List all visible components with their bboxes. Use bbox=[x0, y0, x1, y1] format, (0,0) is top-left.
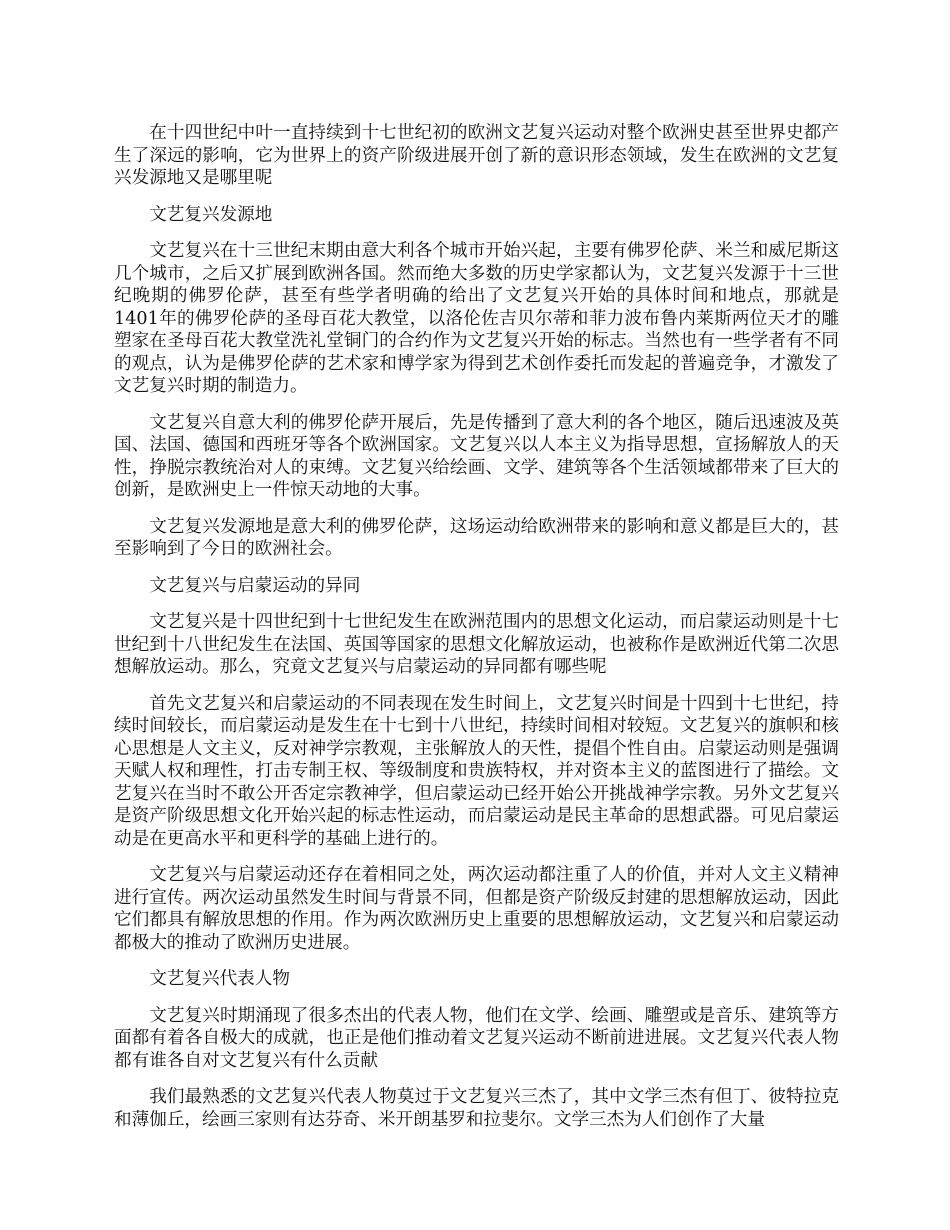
body-paragraph: 文艺复兴发源地是意大利的佛罗伦萨，这场运动给欧洲带来的影响和意义都是巨大的，甚至影响到了今日的欧洲社会。 bbox=[114, 516, 839, 559]
body-paragraph: 文艺复兴自意大利的佛罗伦萨开展后，先是传播到了意大利的各个地区，随后迅速波及英国、法国、德国和西班牙等各个欧洲国家。文艺复兴以人本主义为指导思想，宣扬解放人的天性，挣脱宗教统治对人的束缚。文艺复兴给绘画、文学、建筑等各个生活领域都带来了巨大的创新，是欧洲史上一件惊天动地的大事。 bbox=[114, 412, 839, 500]
body-paragraph: 文艺复兴与启蒙运动还存在着相同之处，两次运动都注重了人的价值，并对人文主义精神进行宣传。两次运动虽然发生时间与背景不同，但都是资产阶级反封建的思想解放运动，因此它们都具有解放思想的作用。作为两次欧洲历史上重要的思想解放运动，文艺复兴和启蒙运动都极大的推动了欧洲历史进展。 bbox=[114, 865, 839, 953]
document-body bbox=[114, 122, 839, 1145]
section-heading-comparison: 文艺复兴与启蒙运动的异同 bbox=[149, 575, 361, 596]
body-paragraph: 文艺复兴在十三世纪末期由意大利各个城市开始兴起，主要有佛罗伦萨、米兰和威尼斯这几个城市，之后又扩展到欧洲各国。然而绝大多数的历史学家都认为，文艺复兴发源于十三世纪晚期的佛罗伦萨，甚至有些学者明确的给出了文艺复兴开始的具体时间和地点，那就是1401年的佛罗伦萨的圣母百花大教堂，以洛伦佐吉贝尔蒂和菲力波布鲁内莱斯两位天才的雕塑家在圣母百花大教堂洗礼堂铜门的合约作为文艺复兴开始的标志。当然也有一些学者有不同的观点，认为是佛罗伦萨的艺术家和博学家为得到艺术创作委托而发起的普遍竞争，才激发了文艺复兴时期的制造力。 bbox=[114, 241, 839, 396]
body-paragraph: 我们最熟悉的文艺复兴代表人物莫过于文艺复兴三杰了，其中文学三杰有但丁、彼特拉克和薄伽丘，绘画三家则有达芬奇、米开朗基罗和拉斐尔。文学三杰为人们创作了大量 bbox=[114, 1087, 839, 1130]
section-heading-origin: 文艺复兴发源地 bbox=[149, 204, 273, 225]
section-heading-figures: 文艺复兴代表人物 bbox=[149, 969, 290, 989]
body-paragraph: 文艺复兴是十四世纪到十七世纪发生在欧洲范围内的思想文化运动，而启蒙运动则是十七世纪到十八世纪发生在法国、英国等国家的思想文化解放运动，也被称作是欧洲近代第二次思想解放运动。那么，究竟文艺复兴与启蒙运动的异同都有哪些呢 bbox=[114, 612, 839, 677]
body-paragraph: 首先文艺复兴和启蒙运动的不同表现在发生时间上，文艺复兴时间是十四到十七世纪，持续时间较长，而启蒙运动是发生在十七到十八世纪，持续时间相对较短。文艺复兴的旗帜和核心思想是人文主义，反对神学宗教观，主张解放人的天性，提倡个性自由。启蒙运动则是强调天赋人权和理性，打击专制王权、等级制度和贵族特权，并对资本主义的蓝图进行了描绘。文艺复兴在当时不敢公开否定宗教神学，但启蒙运动已经开始公开挑战神学宗教。另外文艺复兴是资产阶级思想文化开始兴起的标志性运动，而启蒙运动是民主革命的思想武器。可见启蒙运动是在更高水平和更科学的基础上进行的。 bbox=[114, 693, 839, 849]
intro-paragraph: 在十四世纪中叶一直持续到十七世纪初的欧洲文艺复兴运动对整个欧洲史甚至世界史都产生了深远的影响，它为世界上的资产阶级进展开创了新的意识形态领域，发生在欧洲的文艺复兴发源地又是哪里呢 bbox=[114, 123, 839, 188]
body-paragraph: 文艺复兴时期涌现了很多杰出的代表人物，他们在文学、绘画、雕塑或是音乐、建筑等方面都有着各自极大的成就，也正是他们推动着文艺复兴运动不断前进进展。文艺复兴代表人物都有谁各自对文艺复兴有什么贡献 bbox=[114, 1005, 839, 1071]
